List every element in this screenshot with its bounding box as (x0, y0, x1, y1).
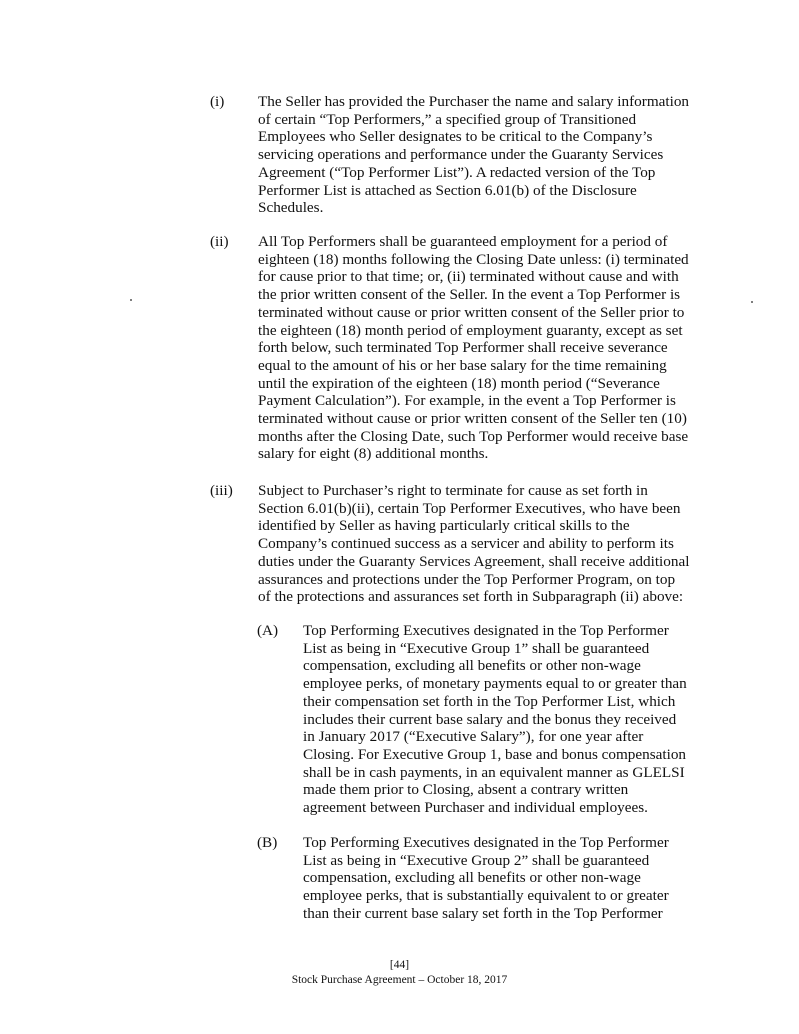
footer-title: Stock Purchase Agreement – October 18, 2017 (291, 974, 508, 986)
subparagraph-number: (B) (257, 834, 278, 851)
paragraph-text: Subject to Purchaser’s right to terminate for cause as set forth in Section 6.01(b)(ii), certain Top Performer Executives, who have been identified by Seller as having particularly critical skills to the Company’s continued success as a servicer and ability to perform its duties under the Guaranty Services Agreement, shall receive additional assurances and protections under the Top Performer Program, on top of the protections and assurances set forth in Subparagraph (ii) above: (258, 482, 690, 606)
paragraph-i (210, 93, 705, 217)
paragraph-iii (210, 482, 705, 606)
subparagraph-text: Top Performing Executives designated in the Top Performer List as being in “Executive Group 1” shall be guaranteed compensation, excluding all benefits or other non-wage employee perks, of monetary payments equal to or greater than their compensation set forth in the Top Performer List, which includes their current base salary and the bonus they received in January 2017 (“Executive Salary”), for one year after Closing. For Executive Group 1, base and bonus compensation shall be in cash payments, in an equivalent manner as GLELSI made them prior to Closing, absent a contrary written agreement between Purchaser and individual employees. (303, 622, 687, 817)
subparagraph-text: Top Performing Executives designated in the Top Performer List as being in “Executive Group 2” shall be guaranteed compensation, excluding all benefits or other non-wage employee perks, that is substantially equivalent to or greater than their current base salary set forth in the Top Performer (303, 834, 669, 922)
scan-speck (751, 301, 753, 303)
subparagraph-number: (A) (257, 622, 279, 639)
paragraph-number: (i) (210, 93, 225, 110)
paragraph-ii (210, 233, 705, 463)
paragraph-number: (iii) (210, 482, 233, 499)
paragraph-text: The Seller has provided the Purchaser the name and salary information of certain “Top Performers,” a specified group of Transitioned Employees who Seller designates to be critical to the Company’s servicing operations and performance under the Guaranty Services Agreement (“Top Performer List”). A redacted version of the Top Performer List is attached as Section 6.01(b) of the Disclosure Schedules. (258, 93, 690, 217)
subparagraph-a (257, 622, 705, 817)
page-number: [44] (389, 959, 410, 971)
scan-speck (130, 299, 132, 301)
paragraph-number: (ii) (210, 233, 229, 250)
paragraph-text: All Top Performers shall be guaranteed employment for a period of eighteen (18) months following the Closing Date unless: (i) terminated for cause prior to that time; or, (ii) terminated without cause and with the prior written consent of the Seller. In the event a Top Performer is terminated without cause or prior written consent of the Seller prior to the eighteen (18) month period of employment guaranty, except as set forth below, such terminated Top Performer shall receive severance equal to the amount of his or her base salary for the time remaining until the expiration of the eighteen (18) month period (“Severance Payment Calculation”). For example, in the event a Top Performer is terminated without cause or prior written consent of the Seller ten (10) months after the Closing Date, such Top Performer would receive base salary for eight (8) additional months. (258, 233, 689, 463)
subparagraph-b (257, 834, 705, 923)
